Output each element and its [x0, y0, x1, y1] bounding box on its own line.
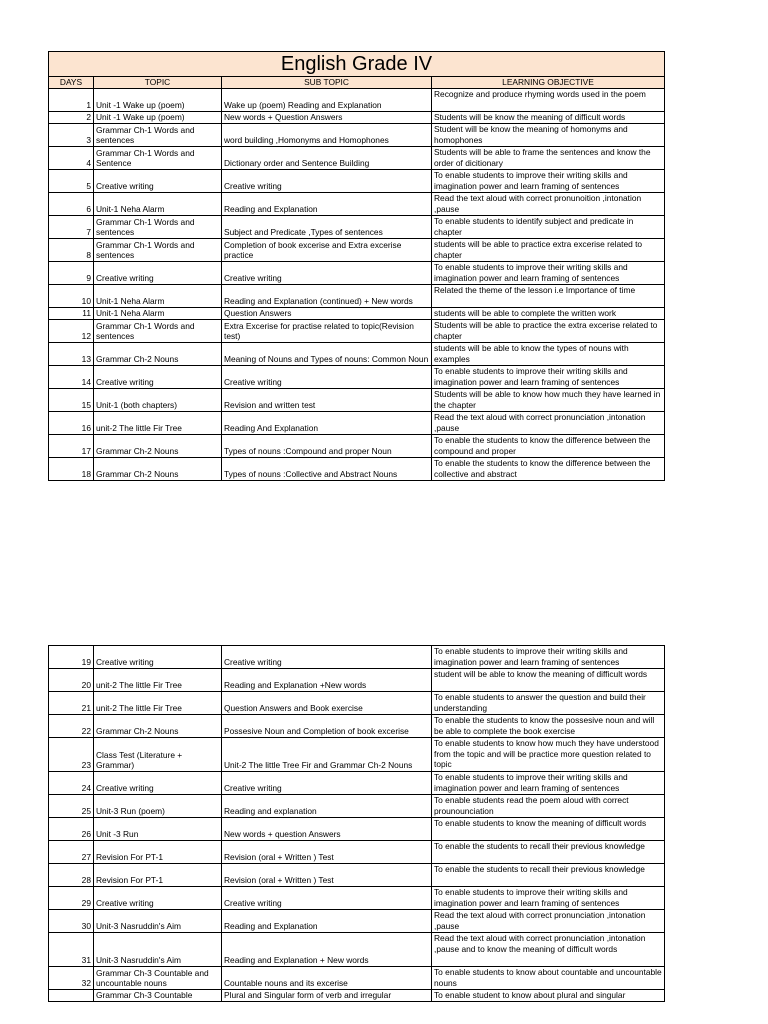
sub-topic-cell: Creative writing: [222, 887, 432, 910]
objective-cell: Recognize and produce rhyming words used in the poem: [432, 89, 665, 112]
topic-cell: Unit-3 Run (poem): [94, 795, 222, 818]
table-row: [49, 692, 665, 715]
objective-cell: Related the theme of the lesson i.e Importance of time: [432, 285, 665, 308]
table-row: [49, 412, 665, 435]
topic-cell: Class Test (Literature + Grammar): [94, 738, 222, 772]
topic-cell: Grammar Ch-3 Countable: [94, 990, 222, 1002]
day-cell: 2: [49, 112, 94, 124]
day-cell: 1: [49, 89, 94, 112]
objective-cell: To enable students to improve their writing skills and imagination power and learn framing of sentences: [432, 646, 665, 669]
objective-cell: To enable students to answer the question and build their understanding: [432, 692, 665, 715]
sub-topic-cell: Reading and Explanation: [222, 193, 432, 216]
sub-topic-cell: Reading and explanation: [222, 795, 432, 818]
sub-topic-cell: Reading and Explanation: [222, 910, 432, 933]
table-row: [49, 239, 665, 262]
objective-cell: To enable the students to recall their previous knowledge: [432, 864, 665, 887]
sub-topic-cell: Possesive Noun and Completion of book excerise: [222, 715, 432, 738]
sub-topic-cell: Reading and Explanation (continued) + New words: [222, 285, 432, 308]
topic-cell: Grammar Ch-3 Countable and uncountable nouns: [94, 967, 222, 990]
table-row: [49, 864, 665, 887]
sub-topic-cell: Question Answers and Book exercise: [222, 692, 432, 715]
topic-cell: unit-2 The little Fir Tree: [94, 412, 222, 435]
topic-cell: unit-2 The little Fir Tree: [94, 669, 222, 692]
sub-topic-cell: Reading and Explanation + New words: [222, 933, 432, 967]
topic-cell: Creative writing: [94, 646, 222, 669]
day-cell: 17: [49, 435, 94, 458]
objective-cell: To enable students to improve their writing skills and imagination power and learn framing of sentences: [432, 772, 665, 795]
table-row: [49, 435, 665, 458]
topic-cell: Grammar Ch-1 Words and sentences: [94, 320, 222, 343]
lesson-plan-table-page-1: [48, 51, 665, 481]
sub-topic-cell: Types of nouns :Collective and Abstract Nouns: [222, 458, 432, 481]
objective-cell: To enable students to know about countable and uncountable nouns: [432, 967, 665, 990]
sub-topic-cell: Creative writing: [222, 646, 432, 669]
objective-cell: Read the text aloud with correct pronunciation ,intonation ,pause: [432, 910, 665, 933]
table-row: [49, 389, 665, 412]
sub-topic-cell: Meaning of Nouns and Types of nouns: Common Noun: [222, 343, 432, 366]
table-row: [49, 366, 665, 389]
objective-cell: To enable students to improve their writing skills and imagination power and learn framing of sentences: [432, 262, 665, 285]
day-cell: 23: [49, 738, 94, 772]
day-cell: 31: [49, 933, 94, 967]
table-row: [49, 841, 665, 864]
table-row: [49, 262, 665, 285]
day-cell: 19: [49, 646, 94, 669]
day-cell: 26: [49, 818, 94, 841]
objective-cell: Read the text aloud with correct pronunciation ,intonation ,pause and to know the meaning of difficult words: [432, 933, 665, 967]
day-cell: 3: [49, 124, 94, 147]
sub-topic-cell: word building ,Homonyms and Homophones: [222, 124, 432, 147]
topic-cell: Grammar Ch-2 Nouns: [94, 435, 222, 458]
sub-topic-cell: Countable nouns and its excerise: [222, 967, 432, 990]
topic-cell: Unit -3 Run: [94, 818, 222, 841]
objective-cell: To enable students to identify subject and predicate in chapter: [432, 216, 665, 239]
table-row: [49, 343, 665, 366]
topic-cell: Creative writing: [94, 772, 222, 795]
table-row: [49, 933, 665, 967]
day-cell: 18: [49, 458, 94, 481]
topic-cell: Unit-1 Neha Alarm: [94, 193, 222, 216]
objective-cell: To enable students to know the meaning of difficult words: [432, 818, 665, 841]
topic-cell: unit-2 The little Fir Tree: [94, 692, 222, 715]
objective-cell: To enable students to improve their writing skills and imagination power and learn framing of sentences: [432, 170, 665, 193]
table-row: [49, 967, 665, 990]
objective-cell: Students will be know the meaning of difficult words: [432, 112, 665, 124]
topic-cell: Creative writing: [94, 887, 222, 910]
day-cell: 29: [49, 887, 94, 910]
table-row: [49, 818, 665, 841]
topic-cell: Unit-1 Neha Alarm: [94, 308, 222, 320]
topic-cell: Creative writing: [94, 170, 222, 193]
day-cell: 28: [49, 864, 94, 887]
header-days: DAYS: [49, 77, 94, 89]
objective-cell: To enable the students to recall their previous knowledge: [432, 841, 665, 864]
day-cell: 4: [49, 147, 94, 170]
table-row: [49, 910, 665, 933]
objective-cell: To enable students to improve their writing skills and imagination power and learn framing of sentences: [432, 366, 665, 389]
objective-cell: To enable students read the poem aloud with correct prounounciation: [432, 795, 665, 818]
topic-cell: Grammar Ch-2 Nouns: [94, 715, 222, 738]
objective-cell: To enable the students to know the difference between the compound and proper: [432, 435, 665, 458]
sub-topic-cell: Plural and Singular form of verb and irregular: [222, 990, 432, 1002]
day-cell: 25: [49, 795, 94, 818]
sub-topic-cell: Completion of book excerise and Extra excerise practice: [222, 239, 432, 262]
sub-topic-cell: Dictionary order and Sentence Building: [222, 147, 432, 170]
day-cell: 5: [49, 170, 94, 193]
page-title: English Grade IV: [49, 52, 665, 77]
objective-cell: To enable the students to know the possesive noun and will be able to complete the book exercise: [432, 715, 665, 738]
topic-cell: Grammar Ch-1 Words and Sentence: [94, 147, 222, 170]
day-cell: 7: [49, 216, 94, 239]
table-row: [49, 170, 665, 193]
topic-cell: Revision For PT-1: [94, 841, 222, 864]
topic-cell: Grammar Ch-1 Words and sentences: [94, 216, 222, 239]
sub-topic-cell: Creative writing: [222, 170, 432, 193]
topic-cell: Unit -1 Wake up (poem): [94, 89, 222, 112]
sub-topic-cell: Creative writing: [222, 366, 432, 389]
topic-cell: Creative writing: [94, 366, 222, 389]
table-row: [49, 89, 665, 112]
objective-cell: Students will be able to practice the extra excerise related to chapter: [432, 320, 665, 343]
objective-cell: To enable students to improve their writing skills and imagination power and learn framing of sentences: [432, 887, 665, 910]
topic-cell: Unit-1 (both chapters): [94, 389, 222, 412]
objective-cell: students will be able to know the types of nouns with examples: [432, 343, 665, 366]
objective-cell: Students will be able to know how much they have learned in the chapter: [432, 389, 665, 412]
topic-cell: Creative writing: [94, 262, 222, 285]
objective-cell: students will be able to practice extra excerise related to chapter: [432, 239, 665, 262]
topic-cell: Grammar Ch-1 Words and sentences: [94, 124, 222, 147]
objective-cell: student will be able to know the meaning of difficult words: [432, 669, 665, 692]
day-cell: 27: [49, 841, 94, 864]
table-row: [49, 112, 665, 124]
topic-cell: Grammar Ch-1 Words and sentences: [94, 239, 222, 262]
table-row: [49, 458, 665, 481]
day-cell: 11: [49, 308, 94, 320]
day-cell: 32: [49, 967, 94, 990]
topic-cell: Unit -1 Wake up (poem): [94, 112, 222, 124]
day-cell: 22: [49, 715, 94, 738]
header-learning-objective: LEARNING OBJECTIVE: [432, 77, 665, 89]
day-cell: 9: [49, 262, 94, 285]
table-row: [49, 147, 665, 170]
sub-topic-cell: Extra Excerise for practise related to topic(Revision test): [222, 320, 432, 343]
day-cell: 20: [49, 669, 94, 692]
objective-cell: Student will be know the meaning of homonyms and homophones: [432, 124, 665, 147]
day-cell: 6: [49, 193, 94, 216]
objective-cell: To enable the students to know the difference between the collective and abstract: [432, 458, 665, 481]
topic-cell: Unit-3 Nasruddin's Aim: [94, 933, 222, 967]
topic-cell: Revision For PT-1: [94, 864, 222, 887]
sub-topic-cell: Types of nouns :Compound and proper Noun: [222, 435, 432, 458]
table-row: [49, 646, 665, 669]
topic-cell: Grammar Ch-2 Nouns: [94, 343, 222, 366]
sub-topic-cell: Wake up (poem) Reading and Explanation: [222, 89, 432, 112]
table-row: [49, 320, 665, 343]
sub-topic-cell: Revision and written test: [222, 389, 432, 412]
sub-topic-cell: Question Answers: [222, 308, 432, 320]
topic-cell: Unit-1 Neha Alarm: [94, 285, 222, 308]
objective-cell: Read the text aloud with correct pronunoition ,intonation ,pause: [432, 193, 665, 216]
table-row: [49, 285, 665, 308]
objective-cell: To enable student to know about plural and singular: [432, 990, 665, 1002]
table-row: [49, 795, 665, 818]
sub-topic-cell: Revision (oral + Written ) Test: [222, 864, 432, 887]
objective-cell: Students will be able to frame the sentences and know the order of dicitionary: [432, 147, 665, 170]
table-row: [49, 887, 665, 910]
day-cell: 8: [49, 239, 94, 262]
day-cell: 13: [49, 343, 94, 366]
table-row: [49, 990, 665, 1002]
table-row: [49, 216, 665, 239]
sub-topic-cell: Subject and Predicate ,Types of sentences: [222, 216, 432, 239]
day-cell: 14: [49, 366, 94, 389]
day-cell: 10: [49, 285, 94, 308]
lesson-plan-table-page-2: [48, 645, 665, 1002]
day-cell: 16: [49, 412, 94, 435]
table-row: [49, 715, 665, 738]
objective-cell: students will be able to complete the written work: [432, 308, 665, 320]
table-row: [49, 738, 665, 772]
day-cell: 30: [49, 910, 94, 933]
table-row: [49, 124, 665, 147]
sub-topic-cell: Reading and Explanation +New words: [222, 669, 432, 692]
table-row: [49, 193, 665, 216]
sub-topic-cell: New words + question Answers: [222, 818, 432, 841]
sub-topic-cell: New words + Question Answers: [222, 112, 432, 124]
topic-cell: Unit-3 Nasruddin's Aim: [94, 910, 222, 933]
objective-cell: To enable students to know how much they have understood from the topic and will be practice more question related to topic: [432, 738, 665, 772]
header-topic: TOPIC: [94, 77, 222, 89]
day-cell: 12: [49, 320, 94, 343]
objective-cell: Read the text aloud with correct pronunciation ,intonation ,pause: [432, 412, 665, 435]
sub-topic-cell: Unit-2 The little Tree Fir and Grammar Ch-2 Nouns: [222, 738, 432, 772]
day-cell: 15: [49, 389, 94, 412]
day-cell: [49, 990, 94, 1002]
day-cell: 21: [49, 692, 94, 715]
sub-topic-cell: Reading And Explanation: [222, 412, 432, 435]
sub-topic-cell: Creative writing: [222, 262, 432, 285]
table-row: [49, 669, 665, 692]
table-row: [49, 772, 665, 795]
sub-topic-cell: Creative writing: [222, 772, 432, 795]
header-sub-topic: SUB TOPIC: [222, 77, 432, 89]
topic-cell: Grammar Ch-2 Nouns: [94, 458, 222, 481]
sub-topic-cell: Revision (oral + Written ) Test: [222, 841, 432, 864]
table-row: [49, 308, 665, 320]
day-cell: 24: [49, 772, 94, 795]
